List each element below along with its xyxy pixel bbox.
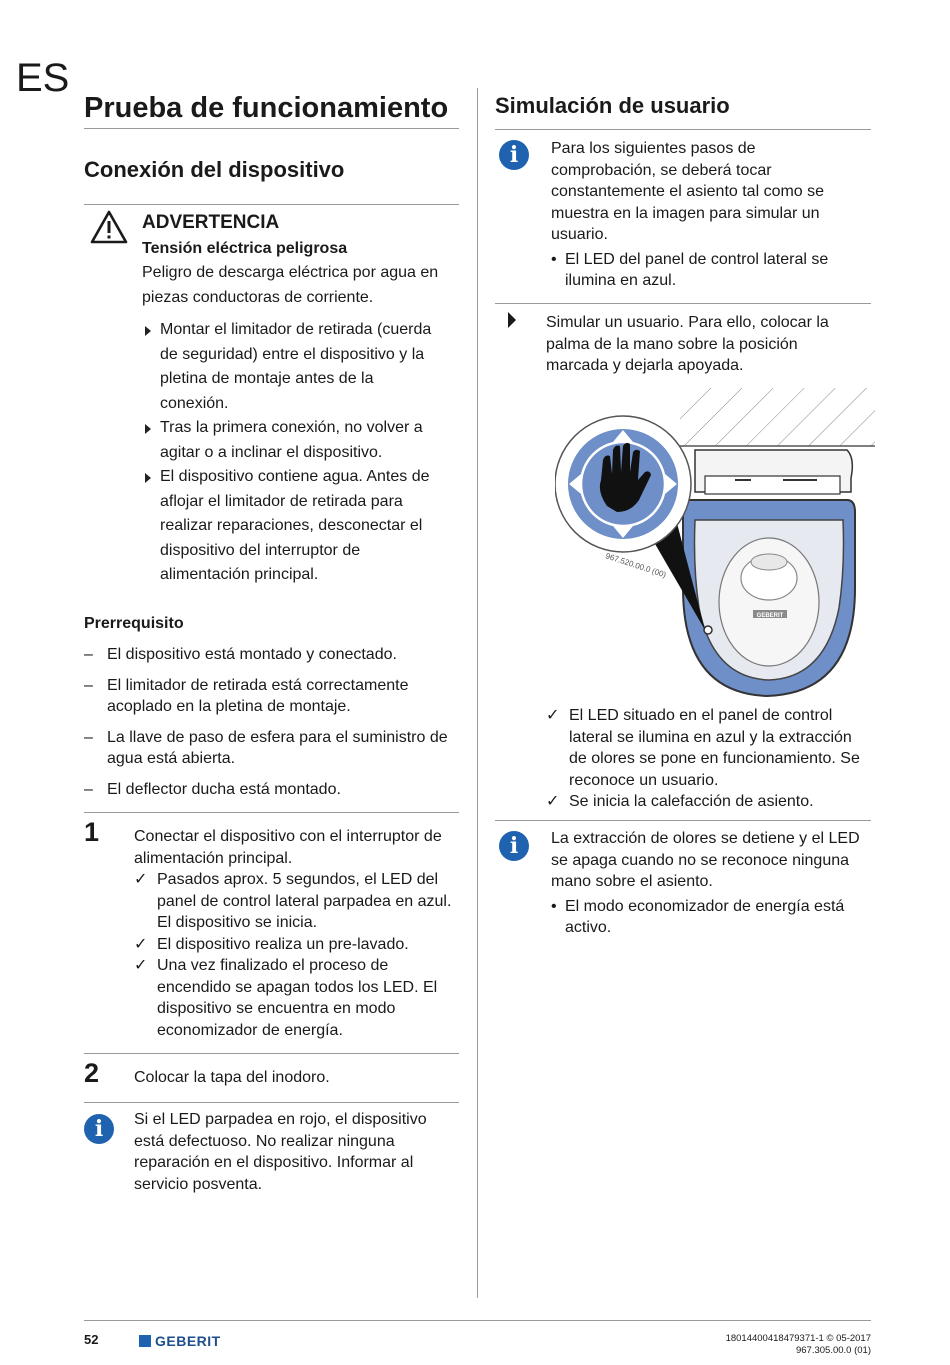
list-item: ✓ Una vez finalizado el proceso de encendido se apagan todos los LED. El dispositivo se encuentra en modo economizador de energía.	[134, 957, 438, 1039]
list-item: • El LED del panel de control lateral se ilumina en azul.	[551, 250, 829, 289]
footer-divider	[84, 1320, 871, 1321]
info-note: La extracción de olores se detiene y el LED se apaga cuando no se reconoce ninguna mano sobre el asiento. • El modo economizador de energía está activo.	[551, 828, 871, 939]
info-icon: i	[84, 1114, 114, 1144]
prerequisite-list	[84, 644, 464, 809]
divider	[495, 303, 871, 304]
toilet-illustration	[555, 388, 875, 713]
info-icon: i	[499, 831, 529, 861]
list-item: – El limitador de retirada está correctamente acoplado en la pletina de montaje.	[84, 676, 409, 715]
list-item: – La llave de paso de esfera para el suministro de agua está abierta.	[84, 728, 448, 767]
list-item: – El dispositivo está montado y conectado.	[84, 646, 397, 663]
section-title: Conexión del dispositivo	[84, 157, 345, 182]
warning-text: Peligro de descarga eléctrica por agua en piezas conductoras de corriente.	[142, 264, 439, 306]
result-list	[546, 705, 871, 813]
prerequisite-heading: Prerrequisito	[84, 615, 184, 632]
logo-mark-icon	[139, 1335, 151, 1347]
step-number: 2	[84, 1058, 100, 1088]
divider	[84, 812, 459, 813]
divider	[84, 1053, 459, 1054]
info-note: Si el LED parpadea en rojo, el dispositivo está defectuoso. No realizar ninguna reparación en el dispositivo. Informar al servicio posventa.	[134, 1111, 427, 1193]
section-title: Simulación de usuario	[495, 93, 730, 118]
step-results	[134, 869, 464, 1041]
divider	[495, 129, 871, 130]
check-icon: ✓	[546, 793, 560, 810]
column-separator	[477, 88, 478, 1298]
warning-heading: ADVERTENCIA	[142, 212, 280, 233]
brand-logo: GEBERIT	[139, 1333, 221, 1349]
divider	[495, 820, 871, 821]
list-item: Tras la primera conexión, no volver a agitar o a inclinar el dispositivo.	[142, 416, 462, 465]
divider	[84, 1102, 459, 1103]
divider	[84, 204, 459, 205]
step-number: 1	[84, 817, 100, 847]
page-title: Prueba de funcionamiento	[84, 92, 449, 124]
check-icon: ✓	[134, 957, 148, 974]
info-icon: i	[499, 140, 529, 170]
list-item: Montar el limitador de retirada (cuerda de seguridad) entre el dispositivo y la pletina de montaje antes de la conexión.	[142, 318, 462, 416]
check-icon: ✓	[546, 707, 560, 724]
list-item: – El deflector ducha está montado.	[84, 780, 341, 798]
action-text: Simular un usuario. Para ello, colocar la palma de la mano sobre la posición marcada y dejarla apoyada.	[546, 314, 829, 374]
list-item: • El modo economizador de energía está activo.	[551, 897, 845, 936]
step-text: Colocar la tapa del inodoro.	[134, 1069, 330, 1086]
action-arrow-icon	[508, 312, 516, 328]
figure-code: 967.520.00.0 (00)	[604, 551, 668, 580]
list-item: ✓ El LED situado en el panel de control lateral se ilumina en azul y la extracción de olores se pone en funcionamiento. Se reconoce un usuario.	[546, 707, 860, 789]
list-item: ✓ Pasados aprox. 5 segundos, el LED del panel de control lateral parpadea en azul. El dispositivo se inicia.	[134, 871, 452, 931]
language-tag: ES	[16, 56, 70, 100]
list-item: El dispositivo contiene agua. Antes de aflojar el limitador de retirada para realizar reparaciones, desconectar el dispositivo del interruptor de alimentación principal.	[142, 465, 462, 588]
warning-subheading: Tensión eléctrica peligrosa	[142, 240, 348, 257]
check-icon: ✓	[134, 935, 148, 953]
info-note: Para los siguientes pasos de comprobación, se deberá tocar constantemente el asiento tal como se muestra en la imagen para simular un usuario. • El LED del panel de control lateral se ilumina en azul.	[551, 138, 871, 292]
brand-label: GEBERIT	[756, 613, 784, 619]
warning-icon	[90, 210, 128, 249]
warning-list	[142, 318, 462, 588]
check-icon: ✓	[134, 871, 148, 888]
divider	[84, 128, 459, 129]
list-item: ✓ El dispositivo realiza un pre-lavado.	[134, 934, 464, 956]
document-reference: 18014400418479371-1 © 05-2017 967.305.00.0 (01)	[725, 1333, 871, 1356]
step-text: Conectar el dispositivo con el interruptor de alimentación principal.	[134, 828, 442, 867]
list-item: ✓ Se inicia la calefacción de asiento.	[546, 791, 871, 813]
page-number: 52	[84, 1332, 99, 1347]
